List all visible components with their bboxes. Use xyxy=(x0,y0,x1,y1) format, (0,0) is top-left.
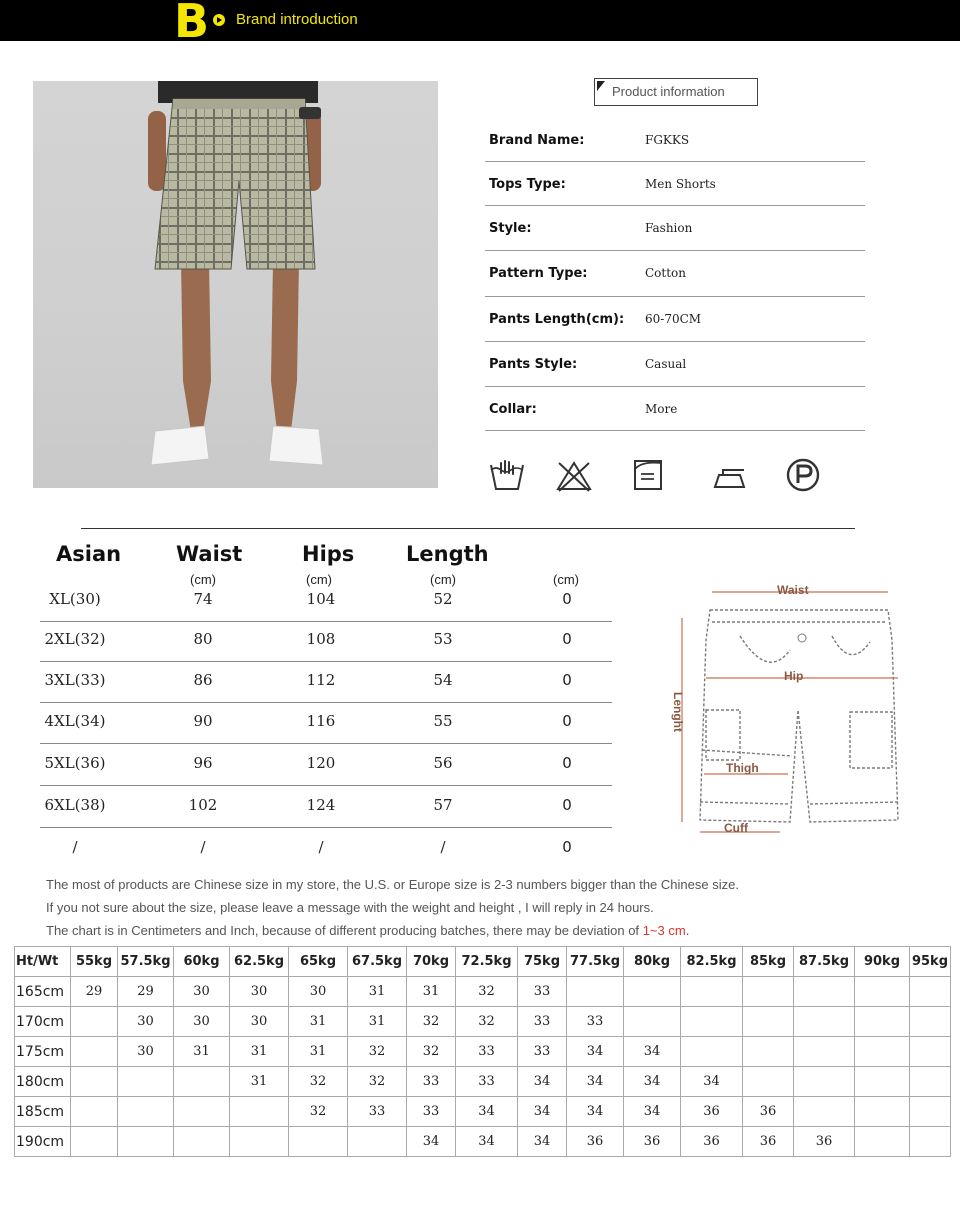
info-value: Fashion xyxy=(645,221,693,235)
size-cell: 120 xyxy=(306,754,336,772)
size-cell: 57 xyxy=(433,796,453,814)
height-cell: 175cm xyxy=(15,1037,71,1067)
size-value-cell xyxy=(174,1097,230,1127)
weight-header: 85kg xyxy=(743,947,794,977)
size-header-length: Length xyxy=(406,542,489,566)
section-divider xyxy=(81,528,855,529)
weight-header: 77.5kg xyxy=(567,947,624,977)
size-value-cell xyxy=(910,1007,951,1037)
size-value-cell: 33 xyxy=(456,1037,518,1067)
size-value-cell: 34 xyxy=(624,1097,681,1127)
size-value-cell xyxy=(174,1127,230,1157)
diagram-label-waist: Waist xyxy=(777,583,809,597)
info-value: Casual xyxy=(645,357,687,371)
info-row-tops-type xyxy=(485,162,865,206)
size-value-cell xyxy=(289,1127,348,1157)
weight-header: 57.5kg xyxy=(118,947,174,977)
size-cell: / xyxy=(72,838,78,856)
size-value-cell xyxy=(794,1097,855,1127)
size-cell: 0 xyxy=(562,754,572,772)
weight-header: 60kg xyxy=(174,947,230,977)
size-row xyxy=(40,620,612,662)
size-value-cell: 32 xyxy=(456,1007,518,1037)
size-row xyxy=(40,828,612,869)
note-line-3 xyxy=(46,923,689,938)
size-value-cell: 29 xyxy=(118,977,174,1007)
size-value-cell: 32 xyxy=(289,1097,348,1127)
info-value: Men Shorts xyxy=(645,177,716,191)
weight-header: 55kg xyxy=(71,947,118,977)
weight-header: 82.5kg xyxy=(681,947,743,977)
table-row xyxy=(15,1037,951,1067)
corner-triangle-icon xyxy=(597,81,605,91)
info-label: Pants Length(cm): xyxy=(489,312,625,327)
size-value-cell: 31 xyxy=(230,1037,289,1067)
info-row-collar xyxy=(485,387,865,431)
size-cell: 56 xyxy=(433,754,453,772)
size-value-cell: 34 xyxy=(456,1097,518,1127)
size-value-cell xyxy=(743,977,794,1007)
tumble-dry-icon xyxy=(630,457,668,493)
product-photo xyxy=(33,81,438,488)
table-row xyxy=(15,1007,951,1037)
info-row-style xyxy=(485,206,865,251)
diagram-label-cuff: Cuff xyxy=(724,821,748,835)
size-cell: 86 xyxy=(193,671,213,689)
size-cell: 116 xyxy=(306,712,336,730)
size-value-cell: 34 xyxy=(518,1097,567,1127)
info-label: Brand Name: xyxy=(489,133,585,148)
size-value-cell xyxy=(71,1067,118,1097)
unit-label: (cm) xyxy=(306,572,332,587)
size-value-cell: 36 xyxy=(681,1097,743,1127)
size-value-cell: 34 xyxy=(567,1037,624,1067)
weight-header: 62.5kg xyxy=(230,947,289,977)
size-value-cell xyxy=(910,977,951,1007)
size-value-cell: 30 xyxy=(174,977,230,1007)
table-row xyxy=(15,1067,951,1097)
size-cell: 54 xyxy=(433,671,453,689)
size-value-cell: 34 xyxy=(407,1127,456,1157)
size-value-cell xyxy=(743,1067,794,1097)
size-value-cell: 30 xyxy=(289,977,348,1007)
size-value-cell: 31 xyxy=(348,1007,407,1037)
size-cell: 0 xyxy=(562,630,572,648)
size-value-cell: 33 xyxy=(407,1067,456,1097)
product-info-table xyxy=(485,118,865,431)
weight-header: 87.5kg xyxy=(794,947,855,977)
size-value-cell: 30 xyxy=(118,1037,174,1067)
corner-cell: Ht/Wt xyxy=(15,947,71,977)
size-value-cell xyxy=(855,1007,910,1037)
size-value-cell: 31 xyxy=(348,977,407,1007)
info-row-pants-style xyxy=(485,342,865,387)
header-title: Brand introduction xyxy=(236,11,358,28)
size-value-cell: 30 xyxy=(230,977,289,1007)
size-row xyxy=(40,661,612,703)
size-value-cell xyxy=(910,1127,951,1157)
size-value-cell xyxy=(681,1037,743,1067)
size-value-cell: 30 xyxy=(174,1007,230,1037)
size-header-hips: Hips xyxy=(302,542,355,566)
size-cell: 90 xyxy=(193,712,213,730)
weight-header: 90kg xyxy=(855,947,910,977)
info-label: Pants Style: xyxy=(489,357,578,372)
play-circle-icon xyxy=(213,14,225,26)
size-value-cell xyxy=(910,1067,951,1097)
note-line-2: If you not sure about the size, please leave a message with the weight and height , I will reply in 24 hours. xyxy=(46,900,654,915)
size-value-cell: 29 xyxy=(71,977,118,1007)
size-value-cell xyxy=(624,1007,681,1037)
deviation-range: 1~3 cm xyxy=(642,923,686,938)
size-cell: XL(30) xyxy=(49,590,101,608)
iron-icon xyxy=(710,457,748,493)
info-label: Collar: xyxy=(489,402,537,417)
size-value-cell xyxy=(855,1097,910,1127)
size-value-cell xyxy=(794,1067,855,1097)
header-bar xyxy=(0,0,960,48)
weight-header: 67.5kg xyxy=(348,947,407,977)
size-value-cell xyxy=(118,1127,174,1157)
size-row xyxy=(40,580,612,622)
height-cell: 170cm xyxy=(15,1007,71,1037)
size-value-cell: 34 xyxy=(518,1067,567,1097)
unit-label: (cm) xyxy=(553,572,579,587)
size-cell: 0 xyxy=(562,671,572,689)
info-row-pants-length xyxy=(485,297,865,342)
size-value-cell: 36 xyxy=(624,1127,681,1157)
size-value-cell: 34 xyxy=(518,1127,567,1157)
size-value-cell: 30 xyxy=(230,1007,289,1037)
size-row xyxy=(40,744,612,786)
info-value: More xyxy=(645,402,678,416)
product-info-title-box xyxy=(594,78,758,106)
size-value-cell xyxy=(794,1037,855,1067)
size-value-cell: 31 xyxy=(174,1037,230,1067)
size-value-cell xyxy=(230,1127,289,1157)
table-row xyxy=(15,1127,951,1157)
size-cell: / xyxy=(200,838,206,856)
table-row xyxy=(15,1097,951,1127)
hand-wash-icon xyxy=(488,457,526,493)
size-value-cell: 32 xyxy=(407,1037,456,1067)
size-value-cell: 36 xyxy=(794,1127,855,1157)
size-value-cell: 36 xyxy=(681,1127,743,1157)
size-header-waist: Waist xyxy=(176,542,243,566)
size-value-cell xyxy=(71,1097,118,1127)
size-cell: 108 xyxy=(306,630,336,648)
header-letter: B xyxy=(174,0,210,48)
weight-header: 72.5kg xyxy=(456,947,518,977)
size-value-cell: 36 xyxy=(743,1127,794,1157)
size-cell: / xyxy=(318,838,324,856)
height-cell: 185cm xyxy=(15,1097,71,1127)
size-value-cell: 33 xyxy=(518,977,567,1007)
unit-label: (cm) xyxy=(190,572,216,587)
dry-clean-p-icon xyxy=(784,457,822,493)
table-row xyxy=(15,977,951,1007)
note-line-3-text: The chart is in Centimeters and Inch, because of different producing batches, there may be deviation of xyxy=(46,923,640,938)
size-value-cell: 31 xyxy=(230,1067,289,1097)
size-value-cell xyxy=(118,1097,174,1127)
size-value-cell: 31 xyxy=(289,1037,348,1067)
size-value-cell: 32 xyxy=(456,977,518,1007)
product-info-title: Product information xyxy=(612,84,725,99)
size-value-cell: 32 xyxy=(348,1037,407,1067)
size-cell: 0 xyxy=(562,796,572,814)
info-label: Pattern Type: xyxy=(489,266,588,281)
info-value: FGKKS xyxy=(645,133,690,147)
size-value-cell xyxy=(567,977,624,1007)
size-value-cell xyxy=(681,977,743,1007)
weight-header: 95kg xyxy=(910,947,951,977)
weight-header: 65kg xyxy=(289,947,348,977)
size-value-cell: 36 xyxy=(743,1097,794,1127)
size-value-cell: 36 xyxy=(567,1127,624,1157)
size-value-cell xyxy=(71,1007,118,1037)
size-value-cell: 34 xyxy=(567,1097,624,1127)
size-value-cell: 31 xyxy=(407,977,456,1007)
size-cell: 53 xyxy=(433,630,453,648)
size-value-cell: 34 xyxy=(681,1067,743,1097)
no-bleach-icon xyxy=(555,457,593,493)
info-value: 60-70CM xyxy=(645,312,702,326)
size-value-cell xyxy=(743,1037,794,1067)
weight-header: 70kg xyxy=(407,947,456,977)
size-value-cell: 34 xyxy=(624,1037,681,1067)
size-value-cell: 33 xyxy=(348,1097,407,1127)
size-value-cell: 32 xyxy=(289,1067,348,1097)
table-header-row xyxy=(15,947,951,977)
size-cell: 4XL(34) xyxy=(44,712,106,730)
size-cell: 102 xyxy=(188,796,218,814)
unit-label: (cm) xyxy=(430,572,456,587)
diagram-label-length: Lenght xyxy=(671,692,685,732)
diagram-label-hip: Hip xyxy=(784,669,804,683)
size-value-cell xyxy=(794,977,855,1007)
measurement-diagram xyxy=(660,570,905,852)
height-cell: 190cm xyxy=(15,1127,71,1157)
size-cell: 55 xyxy=(433,712,453,730)
info-label: Style: xyxy=(489,221,532,236)
size-value-cell: 30 xyxy=(118,1007,174,1037)
height-weight-table xyxy=(14,946,951,1157)
size-cell: 80 xyxy=(193,630,213,648)
weight-header: 80kg xyxy=(624,947,681,977)
size-cell: 2XL(32) xyxy=(44,630,106,648)
size-cell: 5XL(36) xyxy=(44,754,106,772)
size-cell: / xyxy=(440,838,446,856)
size-value-cell: 34 xyxy=(456,1127,518,1157)
size-cell: 96 xyxy=(193,754,213,772)
size-row xyxy=(40,702,612,744)
size-row xyxy=(40,786,612,828)
size-value-cell xyxy=(910,1097,951,1127)
size-value-cell xyxy=(681,1007,743,1037)
size-cell: 52 xyxy=(433,590,453,608)
size-value-cell: 34 xyxy=(567,1067,624,1097)
size-value-cell xyxy=(624,977,681,1007)
size-value-cell: 33 xyxy=(518,1007,567,1037)
weight-header: 75kg xyxy=(518,947,567,977)
size-value-cell: 33 xyxy=(407,1097,456,1127)
size-value-cell xyxy=(855,1067,910,1097)
size-value-cell: 33 xyxy=(567,1007,624,1037)
size-cell: 0 xyxy=(562,712,572,730)
table-body xyxy=(15,977,951,1157)
size-cell: 112 xyxy=(306,671,336,689)
note-line-3-end: . xyxy=(685,923,690,938)
size-cell: 0 xyxy=(562,590,572,608)
size-value-cell xyxy=(71,1127,118,1157)
size-value-cell xyxy=(71,1037,118,1067)
size-value-cell: 31 xyxy=(289,1007,348,1037)
size-value-cell xyxy=(910,1037,951,1067)
size-value-cell: 34 xyxy=(624,1067,681,1097)
size-header-asian: Asian xyxy=(56,542,122,566)
info-row-brand xyxy=(485,118,865,162)
size-value-cell xyxy=(348,1127,407,1157)
size-cell: 0 xyxy=(562,838,572,856)
note-line-1: The most of products are Chinese size in my store, the U.S. or Europe size is 2-3 numbers bigger than the Chinese size. xyxy=(46,877,739,892)
info-label: Tops Type: xyxy=(489,177,566,192)
size-value-cell: 33 xyxy=(456,1067,518,1097)
size-value-cell xyxy=(230,1097,289,1127)
size-value-cell: 33 xyxy=(518,1037,567,1067)
size-cell: 124 xyxy=(306,796,336,814)
size-cell: 74 xyxy=(193,590,213,608)
size-cell: 6XL(38) xyxy=(44,796,106,814)
diagram-label-thigh: Thigh xyxy=(726,761,759,775)
size-value-cell: 32 xyxy=(348,1067,407,1097)
size-cell: 3XL(33) xyxy=(44,671,106,689)
size-value-cell xyxy=(174,1067,230,1097)
size-value-cell xyxy=(118,1067,174,1097)
size-value-cell: 32 xyxy=(407,1007,456,1037)
size-value-cell xyxy=(794,1007,855,1037)
info-row-pattern xyxy=(485,251,865,297)
height-cell: 165cm xyxy=(15,977,71,1007)
size-cell: 104 xyxy=(306,590,336,608)
size-value-cell xyxy=(743,1007,794,1037)
info-value: Cotton xyxy=(645,266,687,280)
size-value-cell xyxy=(855,977,910,1007)
height-cell: 180cm xyxy=(15,1067,71,1097)
size-value-cell xyxy=(855,1037,910,1067)
size-value-cell xyxy=(855,1127,910,1157)
